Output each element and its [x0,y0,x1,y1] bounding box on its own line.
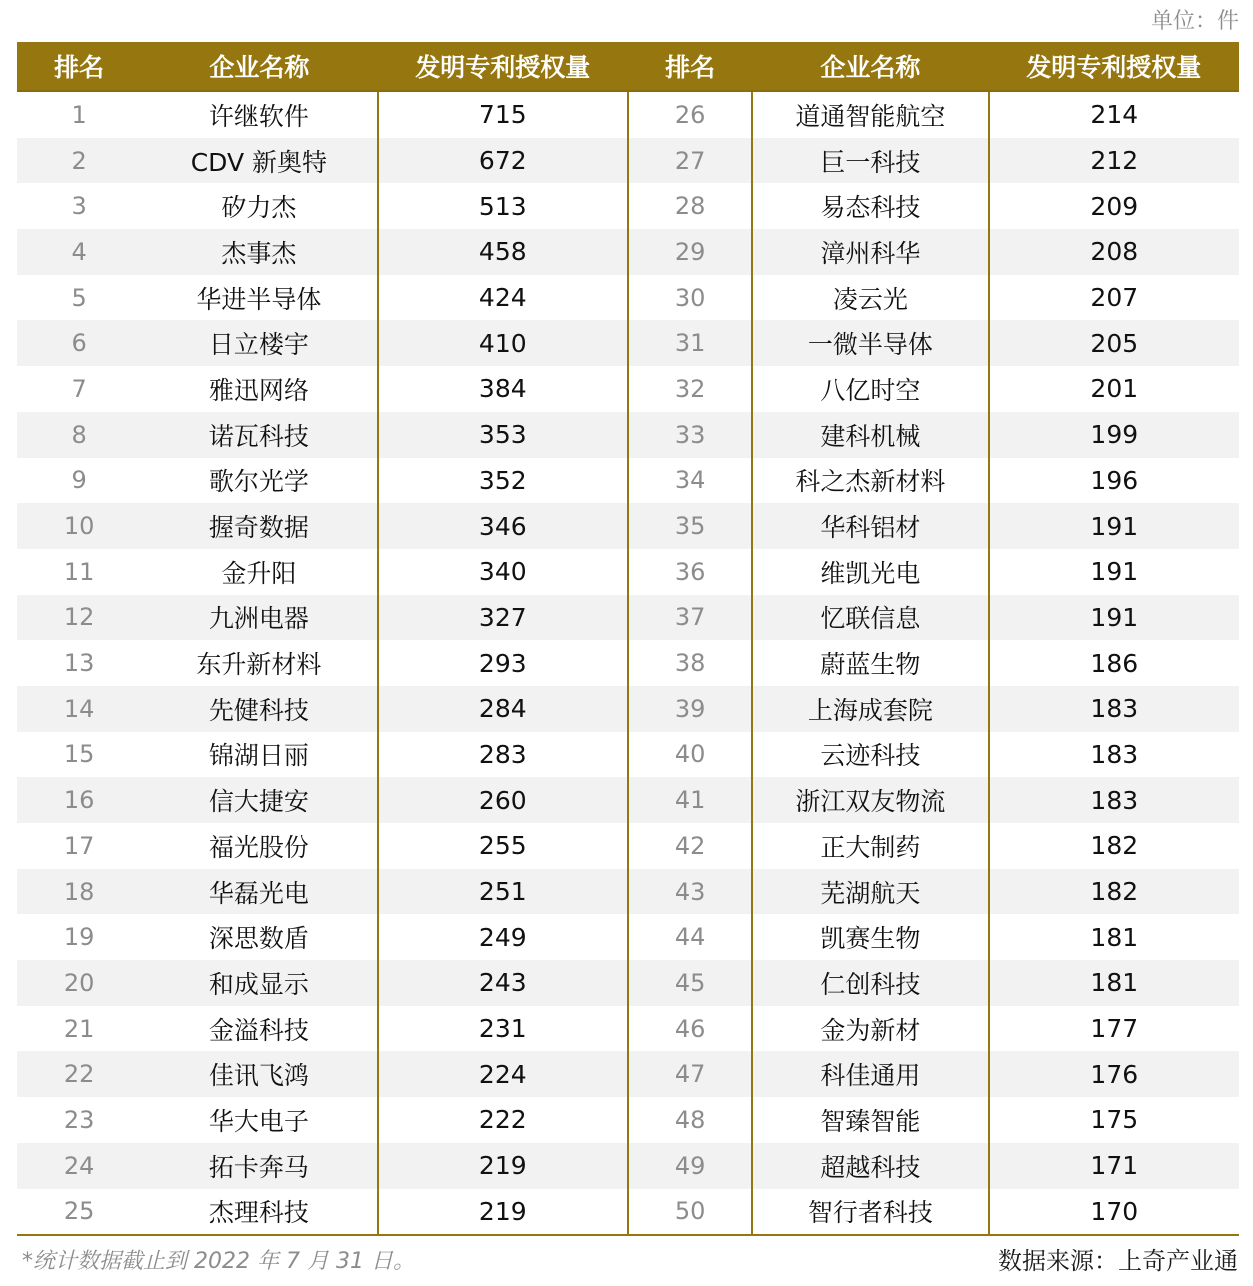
table-row [17,503,1239,549]
rank-cell: 48 [628,1097,752,1143]
patent-count-cell: 284 [378,686,628,732]
patent-count-cell: 224 [378,1051,628,1097]
rank-cell: 13 [63,649,95,678]
company-name-cell: 建科机械 [752,412,988,458]
patent-count-cell: 340 [378,549,628,595]
company-name-cell: 许继软件 [141,91,377,138]
company-name-cell: 一微半导体 [752,320,988,366]
rank-cell: 25 [17,1189,141,1236]
company-name-cell: 福光股份 [141,823,377,869]
rank-cell: 11 [63,557,95,586]
patent-count-cell: 183 [989,686,1239,732]
unit-label: 单位：件 [1150,9,1239,34]
rank-cell: 30 [628,275,752,321]
rank-cell: 18 [17,869,141,915]
patent-count-cell: 672 [378,138,628,184]
company-name-cell: 深思数盾 [141,914,377,960]
company-name-cell: 道通智能航空 [752,91,988,138]
company-name-cell: 锦湖日丽 [141,732,377,778]
patent-count-cell: 352 [378,458,628,504]
patent-count-cell: 182 [989,869,1239,915]
patent-count-cell: 327 [378,595,628,641]
patent-count-cell: 255 [378,823,628,869]
header-count-right: 发明专利授权量 [989,42,1239,91]
patent-count-cell: 183 [1090,739,1139,769]
company-name-cell: 智行者科技 [752,1189,988,1236]
rank-cell: 8 [17,412,141,458]
patent-count-cell: 186 [1090,648,1139,678]
patent-count-cell: 222 [378,1097,628,1143]
patent-count-cell: 293 [378,640,628,686]
company-name-cell: 科之杰新材料 [752,458,988,504]
company-name-cell: 金升阳 [141,549,377,595]
header-row [17,42,1239,91]
patent-count-cell: 219 [378,1189,628,1236]
company-name-cell: 浙江双友物流 [752,777,988,823]
patent-count-cell: 177 [1090,1014,1139,1044]
patent-count-cell: 208 [989,229,1239,275]
company-name-cell: 信大捷安 [141,777,377,823]
rank-cell: 39 [628,686,752,732]
patent-count-cell: 199 [989,412,1239,458]
rank-cell: 16 [17,777,141,823]
table-row [17,960,1239,1006]
rank-cell: 41 [628,777,752,823]
rank-cell: 3 [71,192,87,221]
rank-cell: 19 [63,923,95,952]
header-rank-left: 排名 [17,42,141,91]
company-name-cell: 华进半导体 [141,275,377,321]
rank-cell: 28 [628,183,752,229]
table-row [17,1189,1239,1236]
company-name-cell: 巨一科技 [752,138,988,184]
company-name-cell: 金为新材 [752,1006,988,1052]
patent-count-cell: 205 [989,320,1239,366]
rank-cell: 21 [63,1014,95,1043]
patent-count-cell: 283 [378,732,628,778]
patent-count-cell: 715 [378,91,628,138]
company-name-cell: 九洲电器 [141,595,377,641]
table-row [17,366,1239,412]
company-name-cell: 日立楼宇 [141,320,377,366]
patent-count-cell: 181 [1090,922,1139,952]
patent-count-cell: 231 [378,1006,628,1052]
company-name-cell: 拓卡奔马 [141,1143,377,1189]
patent-count-cell: 513 [378,183,628,229]
rank-cell: 40 [628,732,752,778]
table-row [17,320,1239,366]
rank-cell: 36 [628,549,752,595]
rank-cell: 17 [63,831,95,860]
company-name-cell: 杰理科技 [141,1189,377,1236]
table-row [17,595,1239,641]
patent-count-cell: 175 [1090,1105,1139,1135]
company-name-cell: 科佳通用 [752,1051,988,1097]
patent-count-cell: 424 [378,275,628,321]
table-row [17,686,1239,732]
patent-count-cell: 219 [378,1143,628,1189]
rank-cell: 33 [628,412,752,458]
table-row [17,412,1239,458]
company-name-cell: 漳州科华 [752,229,988,275]
rank-cell: 20 [17,960,141,1006]
company-name-cell: 忆联信息 [752,595,988,641]
patent-count-cell: 183 [989,777,1239,823]
rank-cell: 15 [63,740,95,769]
patent-count-cell: 346 [378,503,628,549]
patent-count-cell: 353 [378,412,628,458]
company-name-cell: 握奇数据 [141,503,377,549]
company-name-cell: 上海成套院 [752,686,988,732]
table-row [17,1097,1239,1143]
company-name-cell: 华大电子 [141,1097,377,1143]
patent-count-cell: 201 [1090,374,1139,404]
rank-cell: 6 [17,320,141,366]
header-count-left: 发明专利授权量 [378,42,628,91]
company-name-cell: 雅迅网络 [141,366,377,412]
patent-count-cell: 212 [989,138,1239,184]
rank-cell: 23 [63,1105,95,1134]
table-row [17,869,1239,915]
company-name-cell: 八亿时空 [752,366,988,412]
rank-cell: 4 [17,229,141,275]
rank-cell: 35 [628,503,752,549]
company-name-cell: 蔚蓝生物 [752,640,988,686]
patent-count-cell: 207 [1090,283,1139,313]
table-row [17,914,1239,960]
company-name-cell: 和成显示 [141,960,377,1006]
company-name-cell: 东升新材料 [141,640,377,686]
company-name-cell: 芜湖航天 [752,869,988,915]
table-row [17,549,1239,595]
company-name-cell: 佳讯飞鸿 [141,1051,377,1097]
rank-cell: 29 [628,229,752,275]
patent-count-cell: 181 [989,960,1239,1006]
rank-cell: 22 [17,1051,141,1097]
patent-count-cell: 384 [378,366,628,412]
company-name-cell: 维凯光电 [752,549,988,595]
table-row [17,777,1239,823]
rank-cell: 50 [628,1189,752,1236]
company-name-cell: 凌云光 [752,275,988,321]
company-name-cell: 歌尔光学 [141,458,377,504]
patent-count-cell: 458 [378,229,628,275]
data-source: 数据来源：上奇产业通 [998,1247,1238,1275]
rank-cell: 14 [17,686,141,732]
table-row [17,275,1239,321]
table-row [17,732,1239,778]
table-row [17,183,1239,229]
table-row [17,1051,1239,1097]
rank-cell: 26 [628,91,752,138]
rank-cell: 45 [628,960,752,1006]
header-name-left: 企业名称 [141,42,377,91]
patent-ranking-table [17,42,1239,1236]
table-row [17,1143,1239,1189]
company-name-cell: 正大制药 [752,823,988,869]
patent-count-cell: 191 [989,503,1239,549]
rank-cell: 31 [628,320,752,366]
rank-cell: 38 [628,640,752,686]
rank-cell: 27 [628,138,752,184]
table-body [17,91,1239,1235]
rank-cell: 9 [71,466,87,495]
company-name-cell: 华科铝材 [752,503,988,549]
patent-count-cell: 410 [378,320,628,366]
table-row [17,91,1239,138]
company-name-cell: 先健科技 [141,686,377,732]
company-name-cell: 金溢科技 [141,1006,377,1052]
table-header [17,42,1239,91]
patent-count-cell: 209 [1090,191,1139,221]
company-name-cell: 矽力杰 [141,183,377,229]
rank-cell: 32 [628,366,752,412]
company-name-cell: 智臻智能 [752,1097,988,1143]
patent-count-cell: 170 [989,1189,1239,1236]
patent-count-cell: 243 [378,960,628,1006]
company-name-cell: 超越科技 [752,1143,988,1189]
company-name-cell: 云迹科技 [752,732,988,778]
header-rank-right: 排名 [628,42,752,91]
patent-count-cell: 171 [989,1143,1239,1189]
rank-cell: 44 [628,914,752,960]
company-name-cell: 华磊光电 [141,869,377,915]
footnote: *统计数据截止到 2022 年 7 月 31 日。 [22,1249,415,1274]
company-name-cell: 杰事杰 [141,229,377,275]
rank-cell: 2 [17,138,141,184]
rank-cell: 34 [628,458,752,504]
patent-count-cell: 182 [1090,831,1139,861]
patent-count-cell: 251 [378,869,628,915]
company-name-cell: 仁创科技 [752,960,988,1006]
rank-cell: 37 [628,595,752,641]
header-name-right: 企业名称 [752,42,988,91]
table-row [17,1006,1239,1052]
rank-cell: 5 [71,283,87,312]
rank-cell: 47 [628,1051,752,1097]
company-name-cell: CDV 新奥特 [141,138,377,184]
table-row [17,138,1239,184]
table-row [17,640,1239,686]
rank-cell: 43 [628,869,752,915]
rank-cell: 24 [17,1143,141,1189]
patent-count-cell: 191 [1090,557,1139,587]
table-row [17,229,1239,275]
company-name-cell: 凯赛生物 [752,914,988,960]
patent-count-cell: 249 [378,914,628,960]
rank-cell: 1 [71,100,87,129]
patent-count-cell: 214 [1090,100,1139,130]
patent-count-cell: 196 [1090,465,1139,495]
ranking-table-container [17,42,1239,1236]
table-row [17,458,1239,504]
company-name-cell: 诺瓦科技 [141,412,377,458]
rank-cell: 42 [628,823,752,869]
rank-cell: 12 [17,595,141,641]
rank-cell: 49 [628,1143,752,1189]
table-row [17,823,1239,869]
patent-count-cell: 191 [989,595,1239,641]
rank-cell: 10 [17,503,141,549]
rank-cell: 7 [71,374,87,403]
patent-count-cell: 260 [378,777,628,823]
company-name-cell: 易态科技 [752,183,988,229]
patent-count-cell: 176 [989,1051,1239,1097]
rank-cell: 46 [628,1006,752,1052]
